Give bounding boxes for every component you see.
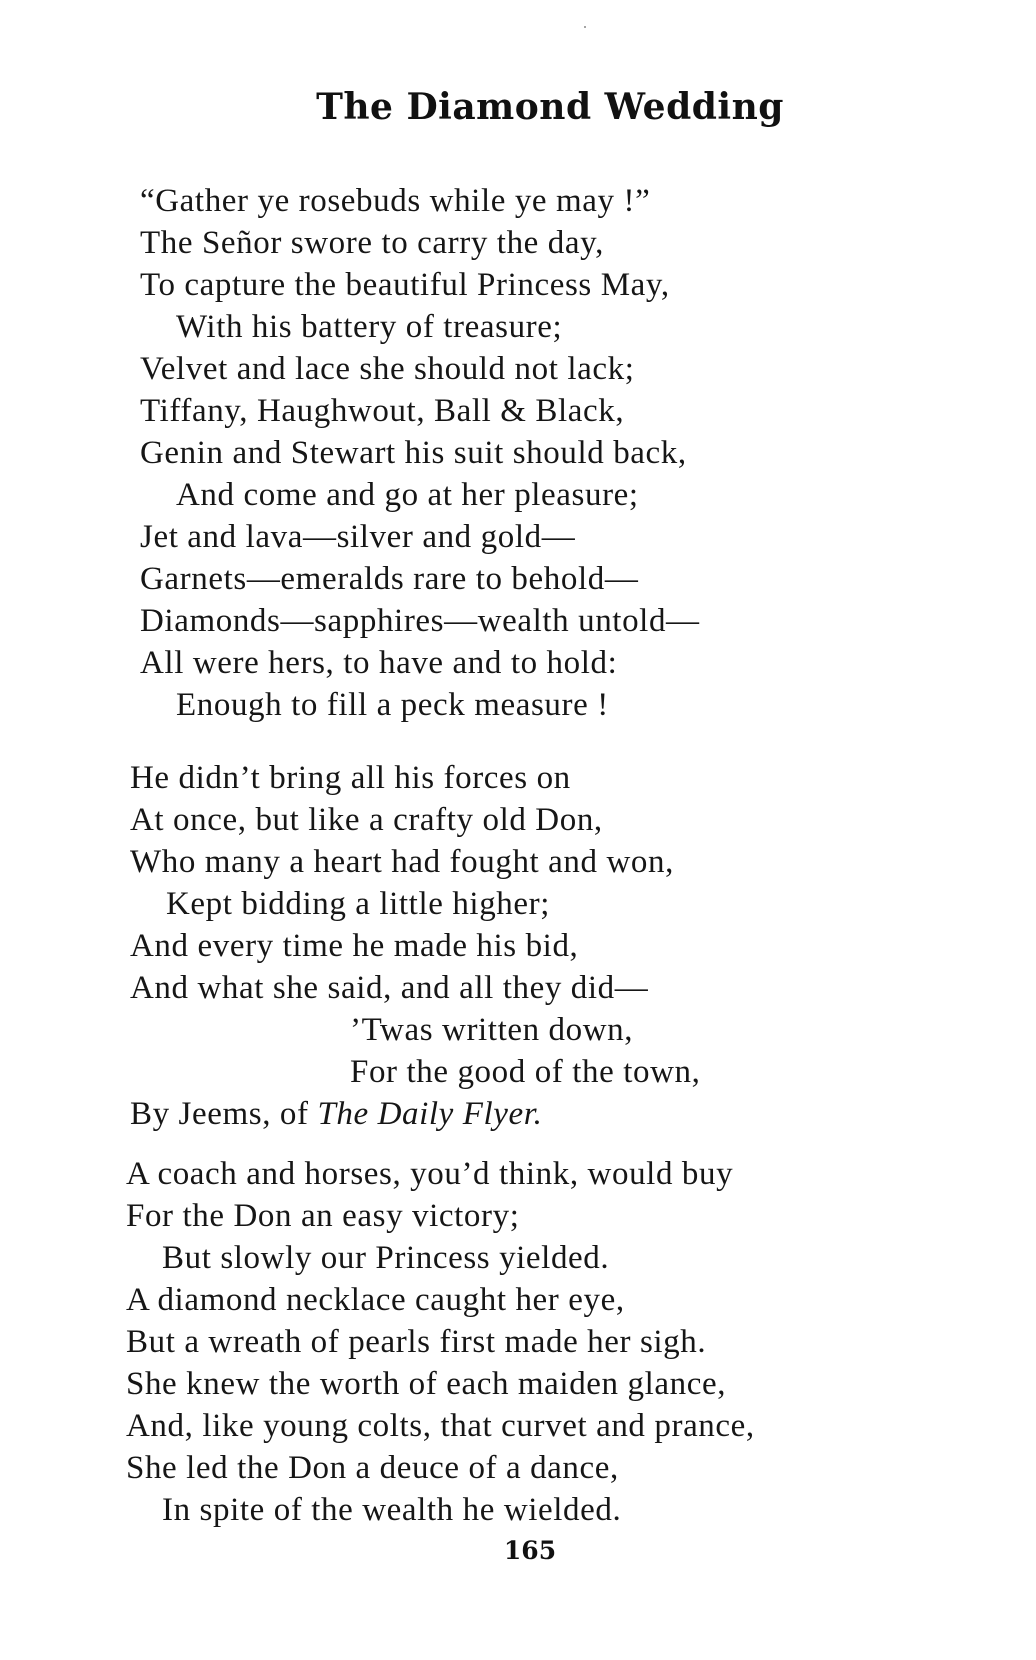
newspaper-title: The Daily Flyer. xyxy=(317,1096,543,1132)
verse-line: For the good of the town, xyxy=(350,1054,701,1090)
verse-line-prefix: By Jeems, of xyxy=(130,1096,318,1132)
verse-line: The Señor swore to carry the day, xyxy=(140,225,604,261)
verse-line: But a wreath of pearls first made her sigh. xyxy=(126,1324,707,1360)
verse-line: ’Twas written down, xyxy=(350,1012,634,1048)
print-speck xyxy=(584,26,586,28)
verse-line: A diamond necklace caught her eye, xyxy=(126,1282,625,1318)
stanza-3 xyxy=(126,1153,755,1531)
stanza-2 xyxy=(130,757,700,1135)
verse-line: Kept bidding a little higher; xyxy=(166,886,550,922)
verse-line: And, like young colts, that curvet and prance, xyxy=(126,1408,755,1444)
verse-line xyxy=(130,1093,700,1135)
verse-line: But slowly our Princess yielded. xyxy=(162,1240,610,1276)
stanza-1 xyxy=(140,180,700,726)
page-number: 165 xyxy=(503,1536,557,1565)
verse-line: Genin and Stewart his suit should back, xyxy=(140,435,687,471)
verse-line: Garnets—emeralds rare to behold— xyxy=(140,561,639,597)
verse-line: To capture the beautiful Princess May, xyxy=(140,267,670,303)
verse-line: Diamonds—sapphires—wealth untold— xyxy=(140,603,700,639)
page-title: The Diamond Wedding xyxy=(316,86,784,128)
verse-line: And what she said, and all they did— xyxy=(130,970,649,1006)
verse-line: A coach and horses, you’d think, would buy xyxy=(126,1156,734,1192)
verse-line: With his battery of treasure; xyxy=(176,309,563,345)
verse-line: And every time he made his bid, xyxy=(130,928,579,964)
verse-line: All were hers, to have and to hold: xyxy=(140,645,618,681)
verse-line: In spite of the wealth he wielded. xyxy=(162,1492,622,1528)
verse-line: At once, but like a crafty old Don, xyxy=(130,802,603,838)
verse-line: For the Don an easy victory; xyxy=(126,1198,520,1234)
verse-line: Jet and lava—silver and gold— xyxy=(140,519,576,555)
verse-line: “Gather ye rosebuds while ye may !” xyxy=(140,183,651,219)
verse-line: She led the Don a deuce of a dance, xyxy=(126,1450,619,1486)
verse-line: He didn’t bring all his forces on xyxy=(130,760,571,796)
verse-line: And come and go at her pleasure; xyxy=(176,477,639,513)
verse-line: Tiffany, Haughwout, Ball & Black, xyxy=(140,393,625,429)
verse-line: She knew the worth of each maiden glance, xyxy=(126,1366,727,1402)
verse-line: Velvet and lace she should not lack; xyxy=(140,351,635,387)
verse-line: Who many a heart had fought and won, xyxy=(130,844,674,880)
verse-line: Enough to fill a peck measure ! xyxy=(176,687,609,723)
